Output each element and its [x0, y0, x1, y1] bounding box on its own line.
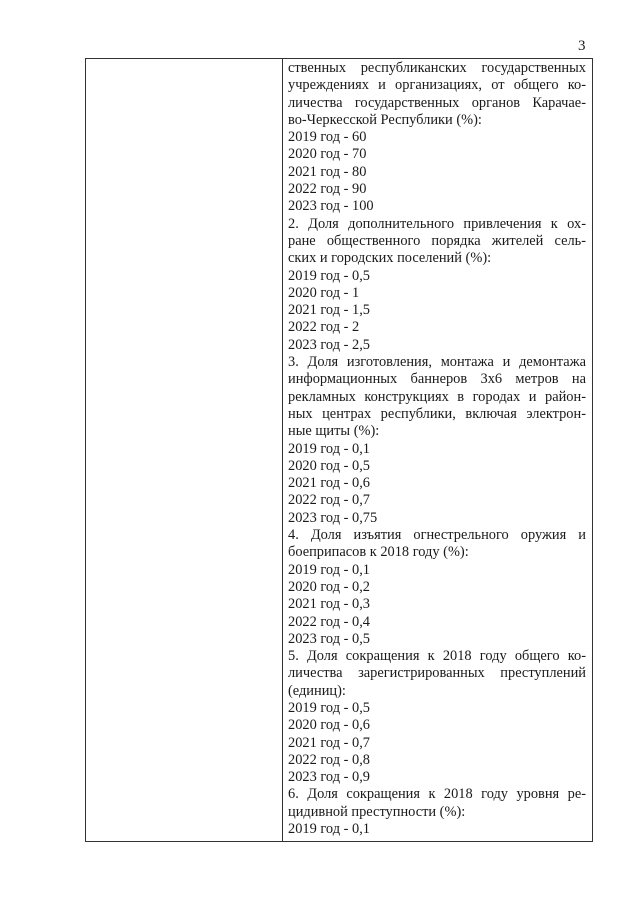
- text-line: 2022 год - 0,4: [288, 613, 371, 630]
- text-line: 2023 год - 2,5: [288, 336, 371, 353]
- text-line: боеприпасов к 2018 году (%):: [288, 544, 469, 561]
- text-line: ные щиты (%):: [288, 423, 380, 440]
- text-line: цидивной преступности (%):: [288, 803, 466, 820]
- text-line: личества государственных органов Карачае-: [288, 94, 586, 111]
- text-line: 6. Доля сокращения к 2018 году уровня ре-: [288, 786, 586, 803]
- text-line: 3. Доля изготовления, монтажа и демонтажа: [288, 354, 586, 371]
- text-line: ских и городских поселений (%):: [288, 250, 492, 267]
- text-line: 2019 год - 60: [288, 129, 367, 146]
- left-column-cell: [86, 59, 283, 841]
- text-line: 2019 год - 0,1: [288, 561, 371, 578]
- text-line: 2020 год - 0,5: [288, 457, 371, 474]
- text-line: 2019 год - 0,5: [288, 699, 371, 716]
- text-line: 5. Доля сокращения к 2018 году общего ко-: [288, 648, 586, 665]
- text-line: 2021 год - 0,3: [288, 596, 371, 613]
- text-line: 2021 год - 0,6: [288, 475, 371, 492]
- text-line: 2019 год - 0,1: [288, 821, 371, 838]
- text-line: ственных республиканских государственных: [288, 60, 586, 76]
- text-line: 2. Доля дополнительного привлечения к ох-: [288, 215, 586, 232]
- text-line: 2023 год - 0,9: [288, 769, 371, 786]
- text-line: 2023 год - 0,75: [288, 509, 378, 526]
- text-line: 2020 год - 1: [288, 284, 360, 301]
- text-line: (единиц):: [288, 682, 346, 699]
- text-line: 2021 год - 80: [288, 163, 367, 180]
- text-line: 2020 год - 0,2: [288, 578, 371, 595]
- text-line: 2023 год - 0,5: [288, 630, 371, 647]
- text-line: учреждениях и организациях, от общего ко-: [288, 77, 586, 94]
- text-line: 2022 год - 90: [288, 181, 367, 198]
- text-line: ных центрах республики, включая электрон-: [288, 405, 586, 422]
- text-line: ране общественного порядка жителей сель-: [288, 232, 586, 249]
- text-line: 4. Доля изъятия огнестрельного оружия и: [288, 527, 586, 544]
- right-column-cell: [283, 59, 592, 841]
- text-line: во-Черкесской Республики (%):: [288, 111, 482, 128]
- text-line: 2023 год - 100: [288, 198, 374, 215]
- text-line: 2020 год - 0,6: [288, 717, 371, 734]
- text-line: 2021 год - 1,5: [288, 302, 371, 319]
- document-table: [85, 58, 593, 842]
- text-line: 2022 год - 0,8: [288, 751, 371, 768]
- text-line: рекламных конструкциях в городах и район-: [288, 388, 586, 405]
- text-line: 2019 год - 0,1: [288, 440, 371, 457]
- text-line: 2020 год - 70: [288, 146, 367, 163]
- text-line: 2022 год - 2: [288, 319, 360, 336]
- text-line: информационных баннеров 3х6 метров на: [288, 371, 586, 388]
- text-line: 2019 год - 0,5: [288, 267, 371, 284]
- text-line: 2021 год - 0,7: [288, 734, 371, 751]
- text-line: личества зарегистрированных преступлений: [288, 665, 586, 682]
- page-number: 3: [578, 38, 586, 54]
- text-line: 2022 год - 0,7: [288, 492, 371, 509]
